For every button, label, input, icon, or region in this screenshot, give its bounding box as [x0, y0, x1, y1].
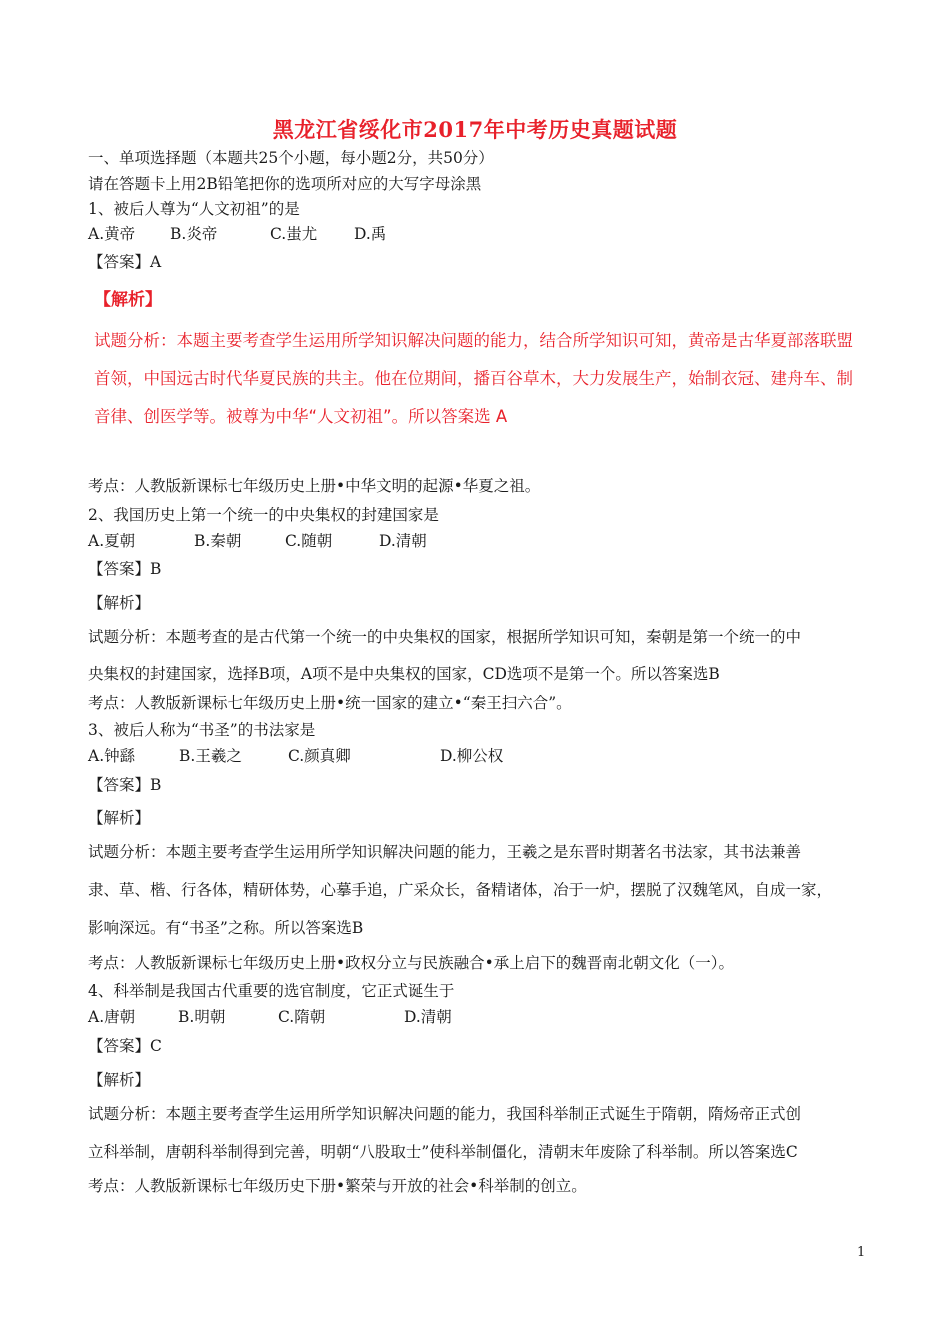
option: C.颜真卿 — [288, 747, 351, 765]
question-3-analysis-label: 【解析】 — [88, 809, 151, 827]
question-1-answer: 【答案】A — [88, 253, 162, 271]
question-1-analysis-line: 音律、创医学等。被尊为中华“人文初祖”。所以答案选 A — [94, 407, 508, 426]
option: B.王羲之 — [179, 747, 242, 765]
option: D.柳公权 — [440, 747, 504, 765]
page-title: 黑龙江省绥化市2017年中考历史真题试题 — [272, 117, 678, 142]
question-1-stem: 1、被后人尊为“人文初祖”的是 — [88, 200, 300, 218]
question-4-analysis-label: 【解析】 — [88, 1071, 151, 1089]
question-2-analysis-label: 【解析】 — [88, 594, 151, 612]
option: D.清朝 — [379, 532, 427, 550]
option: D.禹 — [354, 225, 387, 243]
question-4-analysis-line: 试题分析：本题主要考查学生运用所学知识解决问题的能力，我国科举制正式诞生于隋朝，隋炀帝正式创 — [88, 1105, 802, 1123]
question-2-options — [88, 531, 427, 551]
question-4-stem: 4、科举制是我国古代重要的选官制度，它正式诞生于 — [88, 982, 455, 1000]
question-3-answer: 【答案】B — [88, 776, 162, 794]
option: C.随朝 — [285, 532, 333, 550]
option: B.炎帝 — [170, 225, 218, 243]
option: A.唐朝 — [88, 1008, 136, 1026]
question-1-analysis-label: 【解析】 — [94, 290, 162, 310]
option: C.蚩尤 — [270, 225, 318, 243]
question-3-stem: 3、被后人称为“书圣”的书法家是 — [88, 721, 316, 739]
question-2-answer: 【答案】B — [88, 560, 162, 578]
question-4-analysis-line: 立科举制，唐朝科举制得到完善，明朝“八股取士”使科举制僵化，清朝末年废除了科举制。所以答案选C — [88, 1143, 798, 1161]
question-3-kaodian: 考点：人教版新课标七年级历史上册•政权分立与民族融合•承上启下的魏晋南北朝文化（一）。 — [88, 954, 735, 972]
question-1-options — [88, 224, 386, 244]
question-2-kaodian: 考点：人教版新课标七年级历史上册•统一国家的建立•“秦王扫六合”。 — [88, 694, 572, 712]
question-2-analysis-line: 试题分析：本题考查的是古代第一个统一的中央集权的国家，根据所学知识可知，秦朝是第一个统一的中 — [88, 628, 802, 646]
question-1-analysis-line: 试题分析：本题主要考查学生运用所学知识解决问题的能力，结合所学知识可知，黄帝是古华夏部落联盟 — [94, 331, 853, 350]
question-2-stem: 2、我国历史上第一个统一的中央集权的封建国家是 — [88, 506, 439, 524]
instruction: 请在答题卡上用2B铅笔把你的选项所对应的大写字母涂黑 — [88, 175, 482, 193]
question-4-options — [88, 1007, 452, 1027]
option: B.秦朝 — [194, 532, 242, 550]
option: C.隋朝 — [278, 1008, 326, 1026]
question-2-analysis-line: 央集权的封建国家，选择B项，A项不是中央集权的国家，CD选项不是第一个。所以答案选B — [88, 665, 720, 683]
question-3-analysis-line: 隶、草、楷、行各体，精研体势，心摹手追，广采众长，备精诸体，冶于一炉，摆脱了汉魏笔风，自成一家， — [88, 881, 833, 899]
section-header: 一、单项选择题（本题共25个小题，每小题2分，共50分） — [88, 149, 494, 167]
option: B.明朝 — [178, 1008, 226, 1026]
option: A.钟繇 — [88, 747, 136, 765]
question-4-answer: 【答案】C — [88, 1037, 162, 1055]
question-1-kaodian: 考点：人教版新课标七年级历史上册•中华文明的起源•华夏之祖。 — [88, 477, 541, 495]
question-1-analysis-line: 首领，中国远古时代华夏民族的共主。他在位期间，播百谷草木，大力发展生产，始制衣冠、建舟车、制 — [94, 369, 853, 388]
question-3-options — [88, 746, 503, 766]
question-3-analysis-line: 试题分析：本题主要考查学生运用所学知识解决问题的能力，王羲之是东晋时期著名书法家，其书法兼善 — [88, 843, 802, 861]
option: A.夏朝 — [88, 532, 136, 550]
option: D.清朝 — [404, 1008, 452, 1026]
question-3-analysis-line: 影响深远。有“书圣”之称。所以答案选B — [88, 919, 364, 937]
option: A.黄帝 — [88, 225, 136, 243]
page-number: 1 — [857, 1245, 866, 1260]
question-4-kaodian: 考点：人教版新课标七年级历史下册•繁荣与开放的社会•科举制的创立。 — [88, 1177, 587, 1195]
